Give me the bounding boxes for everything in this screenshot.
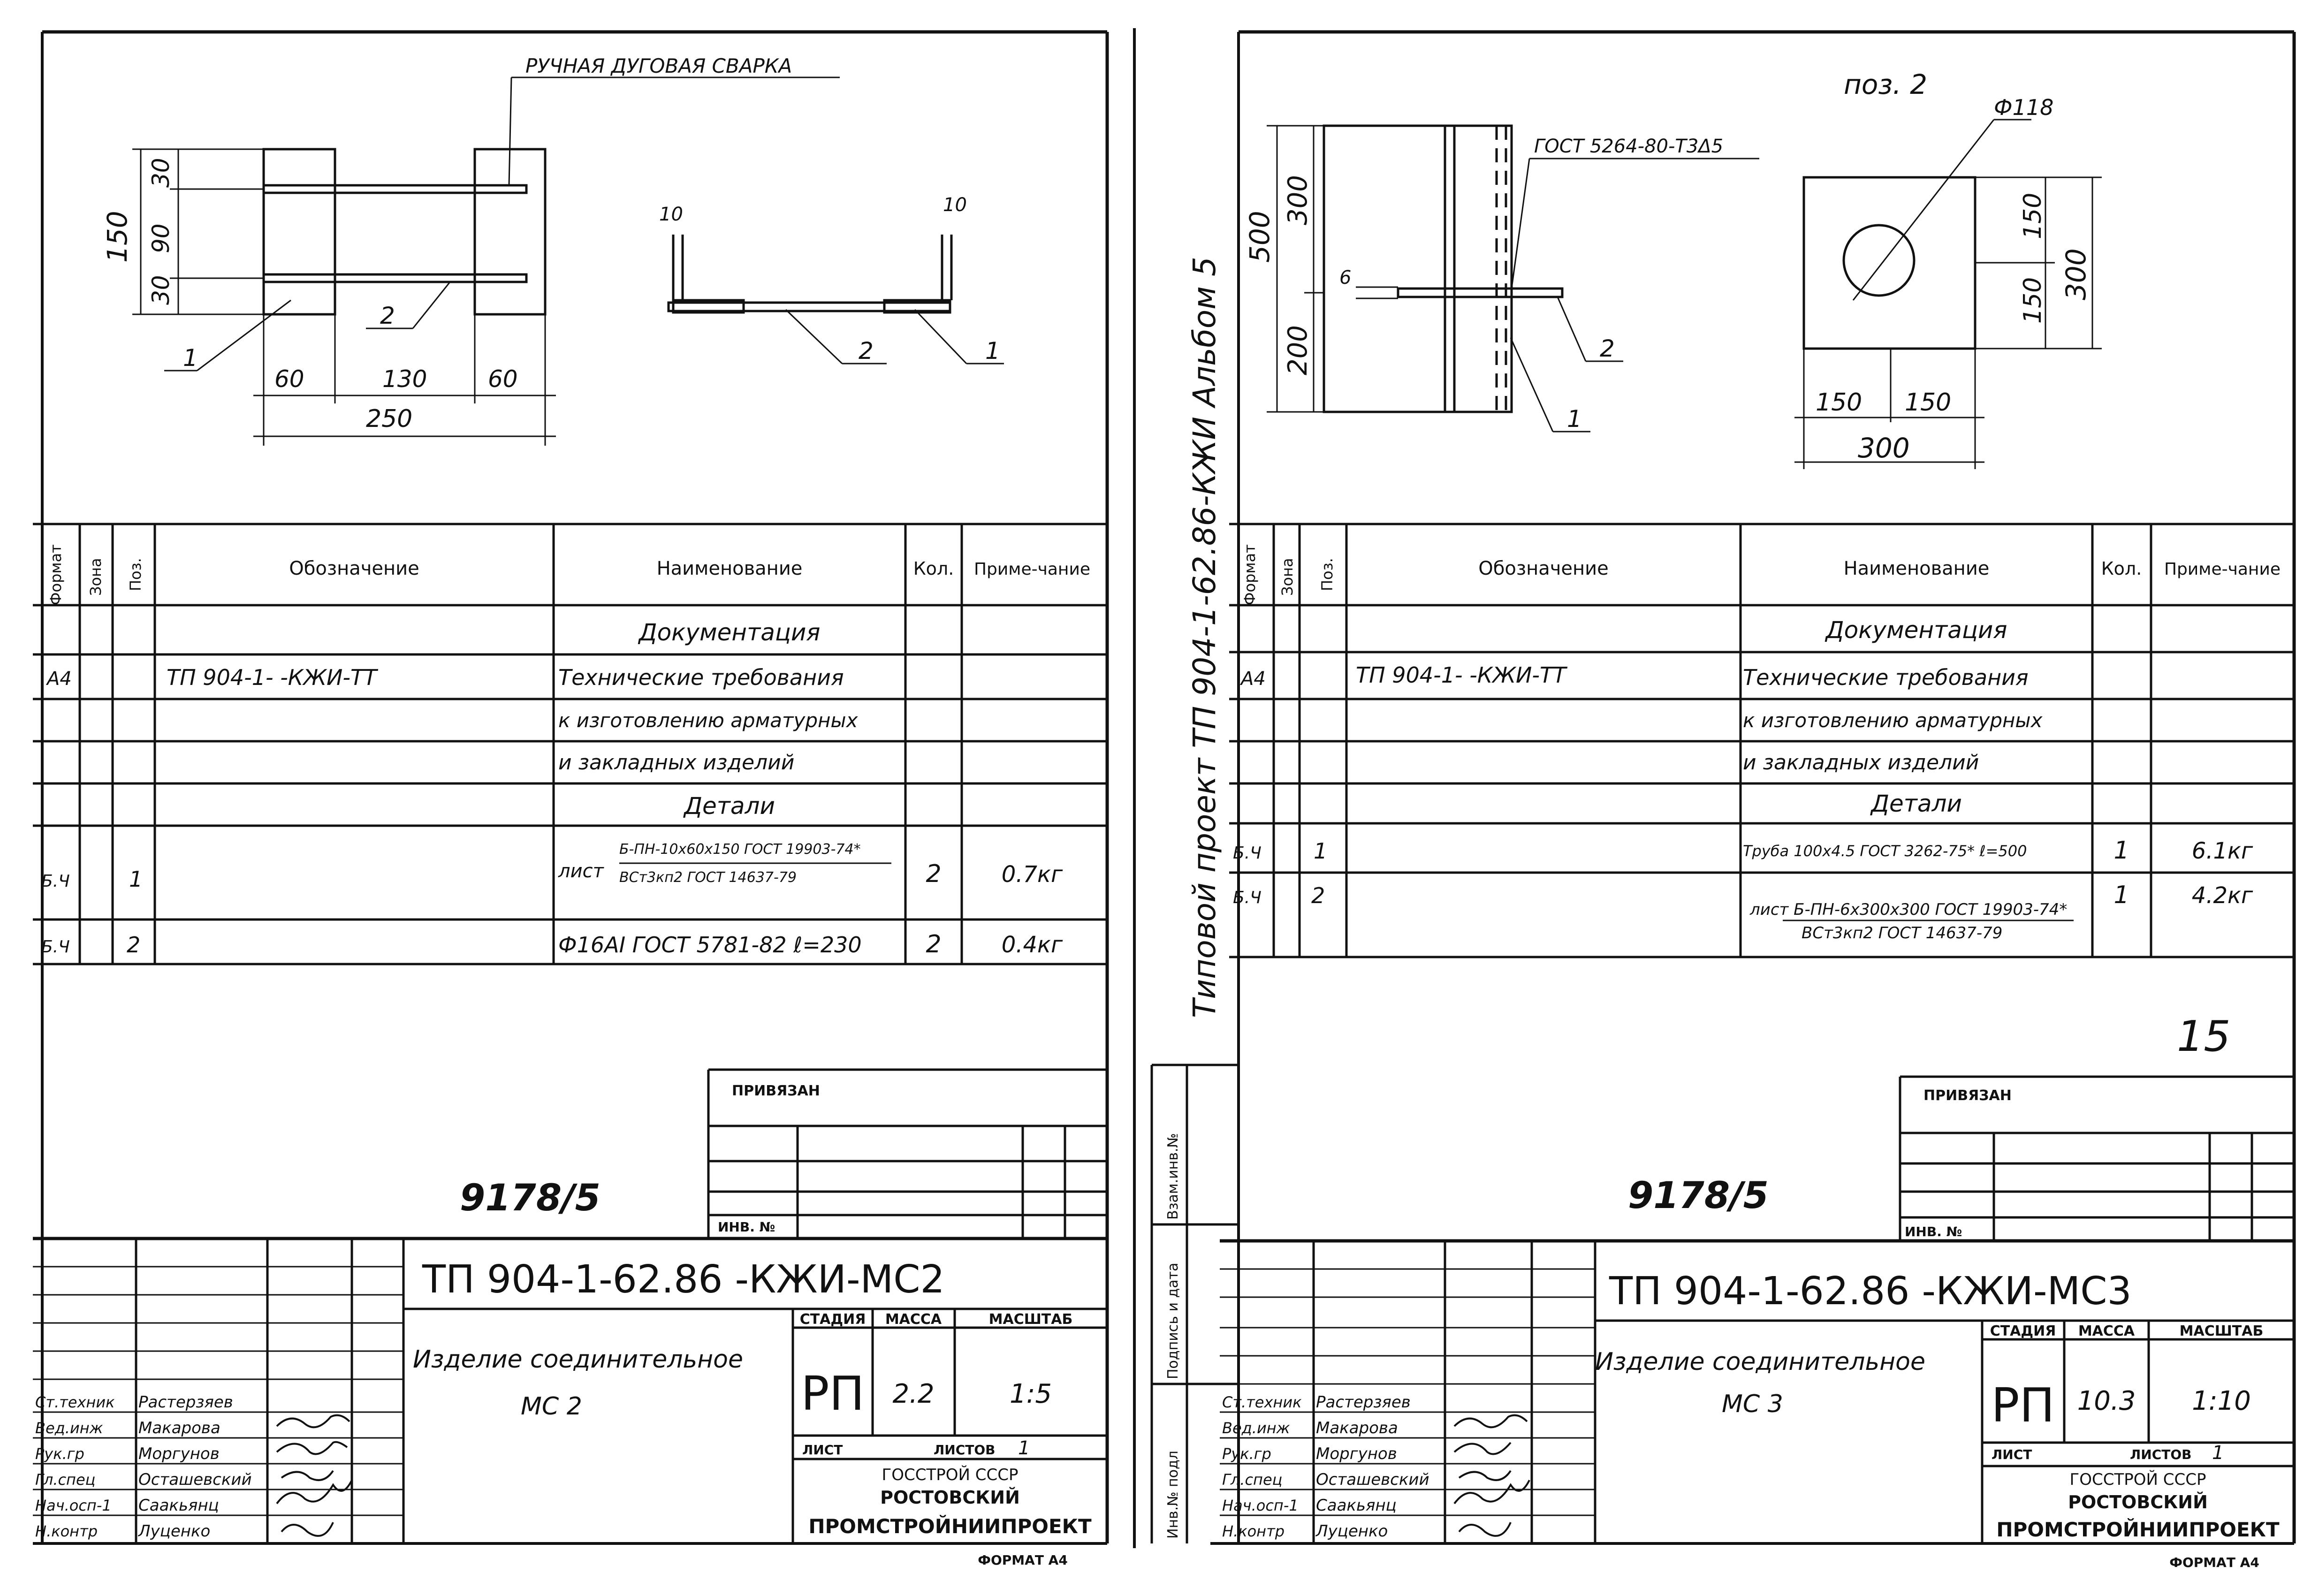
massa-value: 10.3 [2077,1386,2136,1416]
stadia-value: РП [801,1366,865,1421]
stadia-label: СТАДИЯ [1990,1323,2056,1339]
format-label: ФОРМАТ А4 [978,1552,1068,1568]
col-zone: Зона [87,558,105,596]
inv-label: ИНВ. № [1905,1224,1962,1239]
sheet-number: 9178/5 [460,1177,601,1219]
massa-label: МАССА [2078,1323,2135,1339]
row3-name: и закладных изделий [558,751,795,775]
dim-250: 250 [366,405,413,433]
row5-note: 4.2кг [2191,882,2253,909]
row2-name: к изготовлению арматурных [558,709,858,732]
org-line1: ГОССТРОЙ СССР [2069,1470,2206,1489]
col-format: Формат [1241,544,1259,605]
plate-dim-150-left: 150 [1816,388,1862,417]
callout-2-plan: 2 [380,302,395,329]
row5-name-bottom: ВСт3кп2 ГОСТ 14637-79 [1802,924,2003,942]
row1-designation: ТП 904-1- -КЖИ-ТТ [167,665,377,690]
row5-format: Б.Ч [41,937,70,957]
plate-dim-150-right: 150 [1905,388,1952,417]
row1-designation: ТП 904-1- -КЖИ-ТТ [1356,662,1566,688]
row4-note: 6.1кг [2191,838,2253,864]
col-designation: Обозначение [1478,558,1609,579]
title-line1: Изделие соединительное [1595,1348,1925,1376]
col-pos: Поз. [1318,558,1336,591]
person-role: Вед.инж [35,1419,103,1437]
row4-name: Труба 100х4.5 ГОСТ 3262-75* ℓ=500 [1743,842,2027,860]
right-weld-note: ГОСТ 5264-80-Т3Δ5 [1534,136,1724,157]
listov-label: ЛИСТОВ [2130,1447,2192,1462]
col-qty: Кол. [2101,558,2142,579]
person-name: Растерзяев [138,1393,233,1412]
row1-name: Технические требования [1743,665,2029,690]
col-note: Приме-чание [2164,560,2281,579]
person-role: Ст.техник [35,1393,115,1411]
drawing-code: ТП 904-1-62.86 -КЖИ-МС2 [422,1257,945,1302]
side-stamp-vzam: Взам.инв.№ [1165,1133,1181,1220]
col-name: Наименование [656,558,803,579]
title-line1: Изделие соединительное [413,1345,743,1374]
row2-name: к изготовлению арматурных [1743,709,2043,732]
plate-dim-150-bot: 150 [2019,277,2047,324]
row4-note: 0.7кг [1001,861,1063,888]
row4-name-bottom: ВСт3кп2 ГОСТ 14637-79 [619,869,797,886]
masshtab-value: 1:5 [1009,1379,1052,1409]
stadia-label: СТАДИЯ [799,1311,866,1328]
row4-name-prefix: лист [558,860,604,882]
col-qty: Кол. [913,558,954,579]
section-parts: Детали [1870,790,1962,817]
section-parts: Детали [684,792,775,820]
person-role: Рук.гр [1222,1445,1271,1463]
masshtab-label: МАСШТАБ [988,1311,1073,1328]
plate-dim-300-v: 300 [2060,248,2092,300]
stadia-value: РП [1991,1378,2055,1433]
row5-qty: 1 [2113,881,2129,909]
weld-note: РУЧНАЯ ДУГОВАЯ СВАРКА [525,54,792,77]
callout-2-pipe: 2 [1600,335,1615,362]
row1-name: Технические требования [558,665,844,690]
org-line3: ПРОМСТРОЙНИИПРОЕКТ [1996,1518,2280,1541]
dia-label: Ф118 [1994,95,2054,120]
col-name: Наименование [1843,558,1990,579]
person-name: Саакьянц [1316,1496,1397,1515]
inv-label: ИНВ. № [718,1219,775,1235]
row4-qty: 1 [2113,836,2129,865]
row5-name: Ф16АI ГОСТ 5781-82 ℓ=230 [558,932,862,958]
dim-10-right: 10 [943,194,967,216]
massa-value: 2.2 [892,1379,935,1409]
dim-300-pipe: 300 [1283,175,1313,225]
pos-label: поз. 2 [1844,68,1928,100]
side-stamp-signature: Подпись и дата [1165,1262,1181,1379]
dim-30-top: 30 [147,158,175,188]
person-role: Вед.инж [1222,1419,1290,1437]
row4-format: Б.Ч [41,872,70,891]
row5-pos: 2 [127,932,141,958]
org-line1: ГОССТРОЙ СССР [882,1466,1019,1484]
col-format: Формат [47,544,65,605]
row5-note: 0.4кг [1001,932,1063,958]
row5-name-top: лист Б-ПН-6х300х300 ГОСТ 19903-74* [1750,900,2068,919]
person-name: Макарова [138,1419,220,1437]
row4-pos: 1 [1314,838,1328,864]
col-pos: Поз. [127,558,144,591]
row5-qty: 2 [926,930,942,958]
side-stamp-inv-podl: Инв.№ подл [1165,1451,1181,1539]
format-label: ФОРМАТ А4 [2169,1555,2259,1570]
side-title: Типовой проект ТП 904-1-62.86-КЖИ Альбом 5 [1186,257,1223,1018]
person-role: Рук.гр [35,1445,84,1463]
person-name: Моргунов [138,1444,220,1463]
person-name: Луценко [138,1522,211,1541]
masshtab-label: МАСШТАБ [2179,1323,2264,1339]
privyazan-label: ПРИВЯЗАН [1923,1087,2012,1104]
section-doc: Документация [639,619,821,646]
sheet-number: 9178/5 [1628,1175,1769,1217]
dim-60-right: 60 [488,365,518,393]
person-role: Гл.спец [1222,1471,1283,1489]
dim-10-left: 10 [659,204,683,225]
title-line2: МС 3 [1722,1390,1783,1418]
row4-pos: 1 [129,866,143,892]
person-role: Гл.спец [35,1471,96,1489]
org-line2: РОСТОВСКИЙ [880,1487,1020,1508]
row3-name: и закладных изделий [1743,751,1979,775]
col-zone: Зона [1278,558,1296,596]
privyazan-label: ПРИВЯЗАН [732,1083,820,1099]
row5-format: Б.Ч [1233,888,1262,907]
dim-90: 90 [147,223,175,253]
listov-label: ЛИСТОВ [934,1442,996,1458]
drawing-code: ТП 904-1-62.86 -КЖИ-МС3 [1609,1269,2132,1314]
page-number: 15 [2177,1012,2231,1061]
row4-name-top: Б-ПН-10х60х150 ГОСТ 19903-74* [619,841,861,858]
dim-500: 500 [1244,211,1276,263]
section-doc: Документация [1825,616,2007,644]
list-label: ЛИСТ [1992,1447,2032,1462]
callout-2-side: 2 [859,337,874,365]
dim-150: 150 [101,211,133,263]
person-role: Ст.техник [1222,1393,1302,1411]
dim-200: 200 [1283,325,1313,375]
person-name: Саакьянц [138,1496,219,1515]
person-name: Осташевский [1316,1470,1429,1489]
person-role: Нач.осп-1 [35,1497,112,1514]
person-role: Нач.осп-1 [1222,1497,1299,1514]
masshtab-value: 1:10 [2192,1386,2251,1416]
org-line2: РОСТОВСКИЙ [2068,1492,2208,1512]
list-label: ЛИСТ [802,1442,843,1458]
plate-dim-300-h: 300 [1858,432,1910,464]
row4-qty: 2 [926,860,942,888]
person-role: Н.контр [1222,1522,1285,1540]
dim-30-bottom: 30 [147,275,175,305]
row4-format: Б.Ч [1233,844,1262,863]
massa-label: МАССА [885,1311,942,1328]
col-note: Приме-чание [973,560,1091,579]
listov-value: 1 [2212,1442,2224,1464]
listov-value: 1 [1018,1437,1030,1459]
dim-130: 130 [382,365,427,393]
title-line2: МС 2 [521,1392,582,1421]
person-name: Луценко [1316,1522,1388,1541]
person-name: Осташевский [138,1470,252,1489]
dim-6: 6 [1339,267,1352,289]
callout-1-plan: 1 [183,344,198,372]
callout-1-side: 1 [985,337,1000,365]
plate-dim-150-top: 150 [2019,192,2047,239]
row1-format: А4 [47,668,72,690]
dim-60-left: 60 [274,365,304,393]
row1-format: А4 [1241,668,1266,690]
person-name: Макарова [1316,1419,1398,1437]
person-role: Н.контр [35,1522,98,1540]
person-name: Моргунов [1316,1444,1397,1463]
callout-1-pipe: 1 [1567,405,1582,433]
col-designation: Обозначение [289,558,419,579]
row5-pos: 2 [1311,883,1325,908]
person-name: Растерзяев [1316,1393,1411,1412]
org-line3: ПРОМСТРОЙНИИПРОЕКТ [808,1515,1092,1538]
